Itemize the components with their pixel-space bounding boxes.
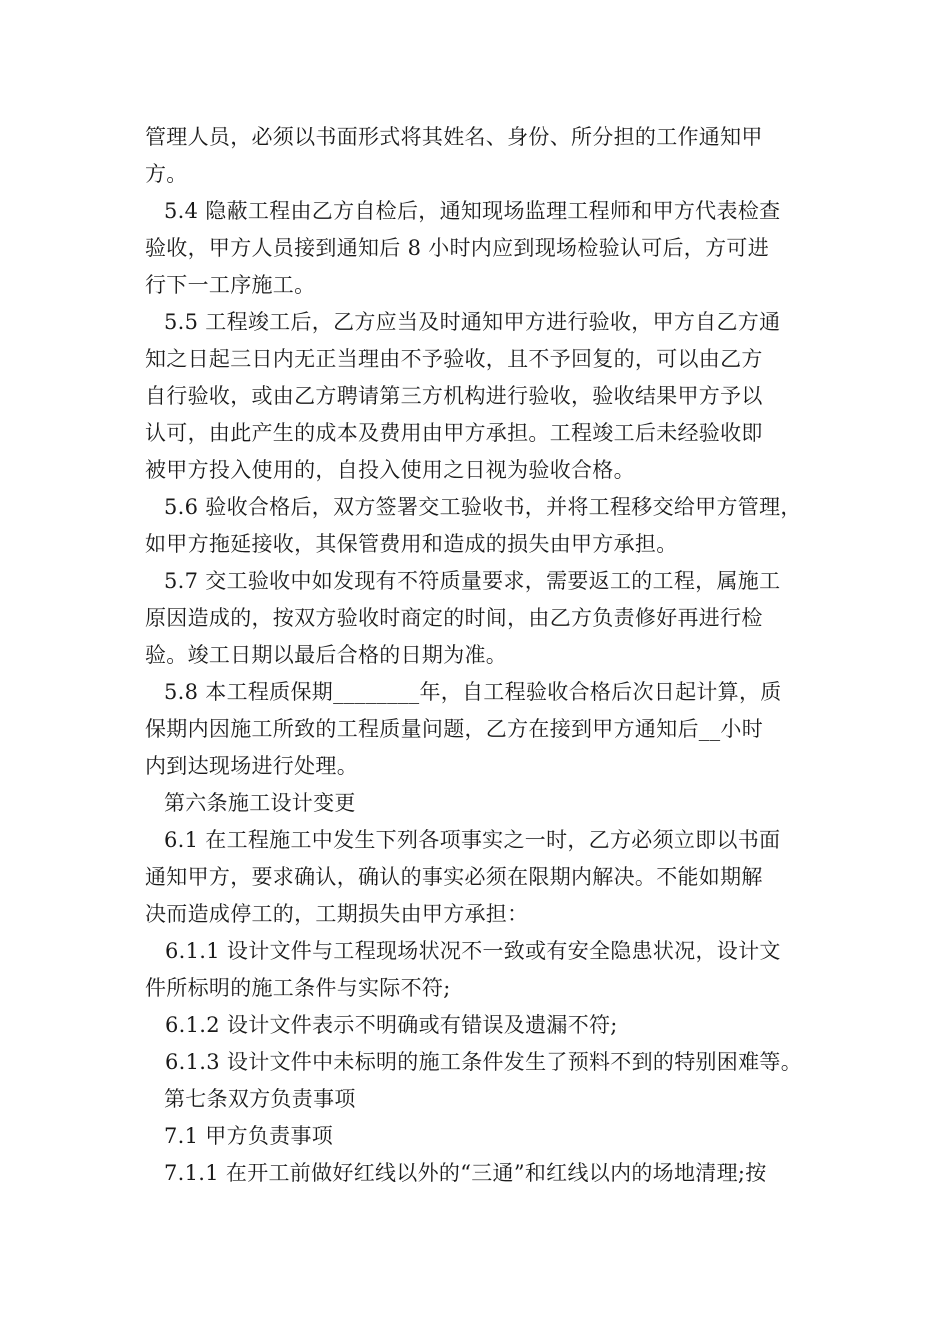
text-line: 知之日起三日内无正当理由不予验收，且不予回复的，可以由乙方: [145, 347, 763, 371]
text-line: 验收，甲方人员接到通知后 8 小时内应到现场检验认可后，方可进: [145, 236, 770, 260]
clause-5-7: 5.7 交工验收中如发现有不符质量要求，需要返工的工程，属施工: [164, 569, 781, 593]
clause-6-1-1: 6.1.1 设计文件与工程现场状况不一致或有安全隐患状况，设计文: [165, 939, 781, 963]
article-7-heading: 第七条双方负责事项: [164, 1087, 356, 1111]
text-line: 验。竣工日期以最后合格的日期为准。: [145, 643, 508, 667]
clause-5-5: 5.5 工程竣工后，乙方应当及时通知甲方进行验收，甲方自乙方通: [164, 310, 781, 334]
clause-5-4: 5.4 隐蔽工程由乙方自检后，通知现场监理工程师和甲方代表检查: [164, 199, 781, 223]
text-line: 通知甲方，要求确认，确认的事实必须在限期内解决。不能如期解: [145, 865, 763, 889]
clause-5-6: 5.6 验收合格后，双方签署交工验收书，并将工程移交给甲方管理，: [164, 495, 802, 519]
text-line: 自行验收，或由乙方聘请第三方机构进行验收，验收结果甲方予以: [145, 384, 763, 408]
clause-7-1-1: 7.1.1 在开工前做好红线以外的“三通”和红线以内的场地清理;按: [164, 1161, 767, 1185]
clause-7-1: 7.1 甲方负责事项: [164, 1124, 334, 1148]
text-line: 管理人员，必须以书面形式将其姓名、身份、所分担的工作通知甲: [145, 125, 763, 149]
text-line: 件所标明的施工条件与实际不符;: [145, 976, 451, 1000]
text-line: 决而造成停工的，工期损失由甲方承担：: [145, 902, 529, 926]
text-line: 如甲方拖延接收，其保管费用和造成的损失由甲方承担。: [145, 532, 678, 556]
document-body: [145, 119, 835, 1192]
text-line: 被甲方投入使用的，自投入使用之日视为验收合格。: [145, 458, 635, 482]
text-line: 保期内因施工所致的工程质量问题，乙方在接到甲方通知后__小时: [145, 717, 763, 741]
article-6-heading: 第六条施工设计变更: [164, 791, 356, 815]
clause-5-8: 5.8 本工程质保期________年，自工程验收合格后次日起计算，质: [164, 680, 782, 704]
clause-6-1: 6.1 在工程施工中发生下列各项事实之一时，乙方必须立即以书面: [164, 828, 781, 852]
clause-6-1-3: 6.1.3 设计文件中未标明的施工条件发生了预料不到的特别困难等。: [165, 1050, 803, 1074]
text-line: 行下一工序施工。: [145, 273, 316, 297]
text-line: 原因造成的，按双方验收时商定的时间，由乙方负责修好再进行检: [145, 606, 763, 630]
text-line: 内到达现场进行处理。: [145, 754, 358, 778]
text-line: 认可，由此产生的成本及费用由甲方承担。工程竣工后未经验收即: [145, 421, 763, 445]
clause-6-1-2: 6.1.2 设计文件表示不明确或有错误及遗漏不符;: [165, 1013, 618, 1037]
text-line: 方。: [145, 162, 188, 186]
